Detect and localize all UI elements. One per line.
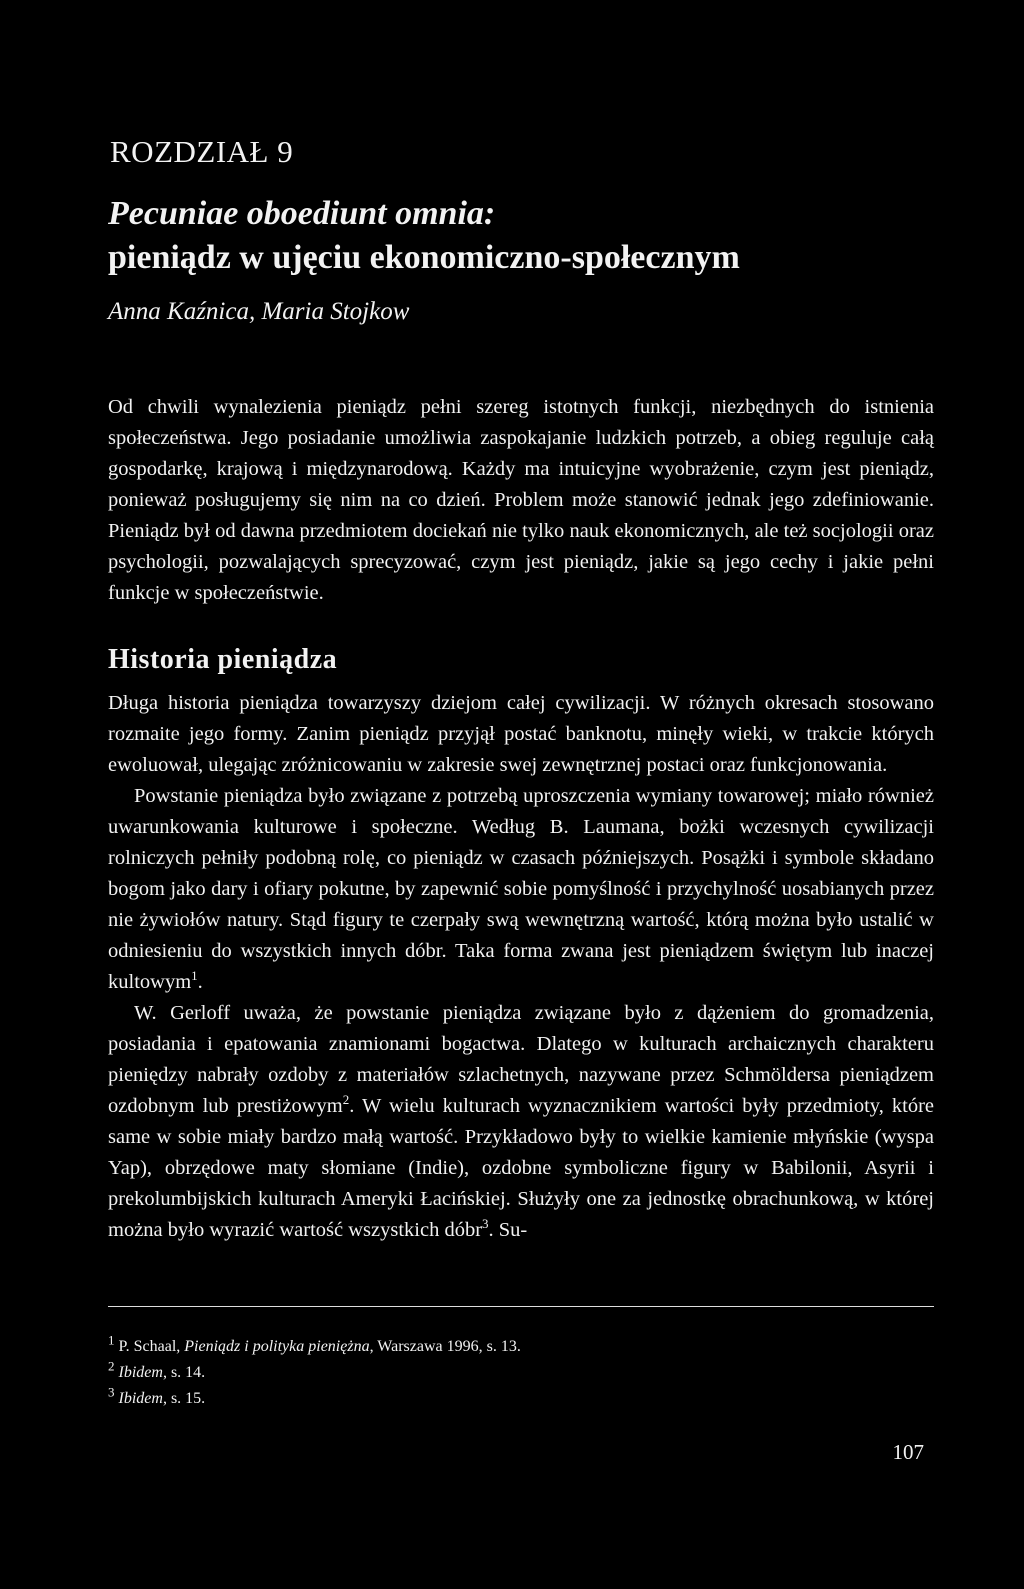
section-paragraph-1: Długa historia pieniądza towarzyszy dziejom całej cywilizacji. W różnych okresach stosowano rozmaite jego formy. Zanim pieniądz przyjął postać banknotu, minęły wieki, w trakcie których ewoluował, ulegając zróżnicowaniu w zakresie swej zewnętrznej postaci oraz funkcjonowania. bbox=[108, 692, 934, 776]
chapter-title-latin: Pecuniae oboediunt omnia: bbox=[108, 195, 496, 232]
section-paragraph-2: Powstanie pieniądza było związane z potrzebą uproszczenia wymiany towarowej; miało również uwarunkowania kulturowe i społeczne. Według B. Laumana, bożki wczesnych cywilizacji rolniczych pełniły podobną rolę, co pieniądz w czasach późniejszych. Posążki i symbole składano bogom jako dary i ofiary pokutne, by zapewnić sobie pomyślność i przychylność uosabianych przez nie żywiołów natury. Stąd figury te czerpały swą wewnętrzną wartość, którą można było ustalić w odniesieniu do wszystkich innych dóbr. Taka forma zwana jest pieniądzem świętym lub inaczej kultowym$^1$. bbox=[108, 785, 934, 993]
section-heading: Historia pieniądza bbox=[108, 644, 338, 675]
footnote-ref-3: 3 bbox=[482, 1216, 489, 1232]
chapter-title-polish: pieniądz w ujęciu ekonomiczno-społecznym bbox=[108, 239, 740, 276]
footnote-2: $^2$ Ibidem, s. 14. bbox=[108, 1358, 206, 1381]
footnote-ref-1: 1 bbox=[191, 968, 198, 984]
intro-paragraph: Od chwili wynalezienia pieniądz pełni szereg istotnych funkcji, niezbędnych do istnienia społeczeństwa. Jego posiadanie umożliwia zaspokajanie ludzkich potrzeb, a obieg reguluje całą gospodarkę, krajową i międzynarodową. Każdy ma intuicyjne wyobrażenie, czym jest pieniądz, ponieważ posługujemy się nim na co dzień. Problem może stanowić jednak jego zdefiniowanie. Pieniądz był od dawna przedmiotem dociekań nie tylko nauk ekonomicznych, ale też socjologii oraz psychologii, pozwalających sprecyzować, czym jest pieniądz, jakie są jego cechy i jakie pełni funkcje w społeczeństwie. bbox=[108, 396, 934, 604]
page-number: 107 bbox=[892, 1440, 924, 1464]
section-body bbox=[108, 688, 934, 1246]
section-paragraph-3: W. Gerloff uważa, że powstanie pieniądza związane było z dążeniem do gromadzenia, posiadania i epatowania znamionami bogactwa. Dlatego w kulturach archaicznych charakteru pieniędzy nabrały ozdoby z materiałów szlachetnych, nazywane przez Schmöldersa pieniądzem ozdobnym lub prestiżowym$^2$. W wielu kulturach wyznacznikiem wartości były przedmioty, które same w sobie miały bardzo małą wartość. Przykładowo były to wielkie kamienie młyńskie (wyspa Yap), obrzędowe maty słomiane (Indie), ozdobne symboliczne figury w Babilonii, Asyrii i prekolumbijskich kulturach Ameryki Łacińskiej. Służyły one za jednostkę obrachunkową, w której można było wyrazić wartość wszystkich dóbr$^3$. Su- bbox=[108, 1002, 935, 1241]
chapter-title bbox=[108, 192, 740, 280]
footnote-ref-2: 2 bbox=[342, 1092, 350, 1108]
chapter-authors: Anna Kaźnica, Maria Stojkow bbox=[108, 298, 410, 325]
chapter-label: ROZDZIAŁ 9 bbox=[110, 134, 294, 169]
footnote-divider bbox=[108, 1306, 934, 1307]
intro-paragraph-block bbox=[108, 392, 934, 609]
footnote-1: $^1$ P. Schaal, Pieniądz i polityka pieniężna, Warszawa 1996, s. 13. bbox=[108, 1332, 521, 1355]
footnotes bbox=[108, 1334, 934, 1412]
footnote-3: $^3$ Ibidem, s. 15. bbox=[108, 1384, 206, 1407]
